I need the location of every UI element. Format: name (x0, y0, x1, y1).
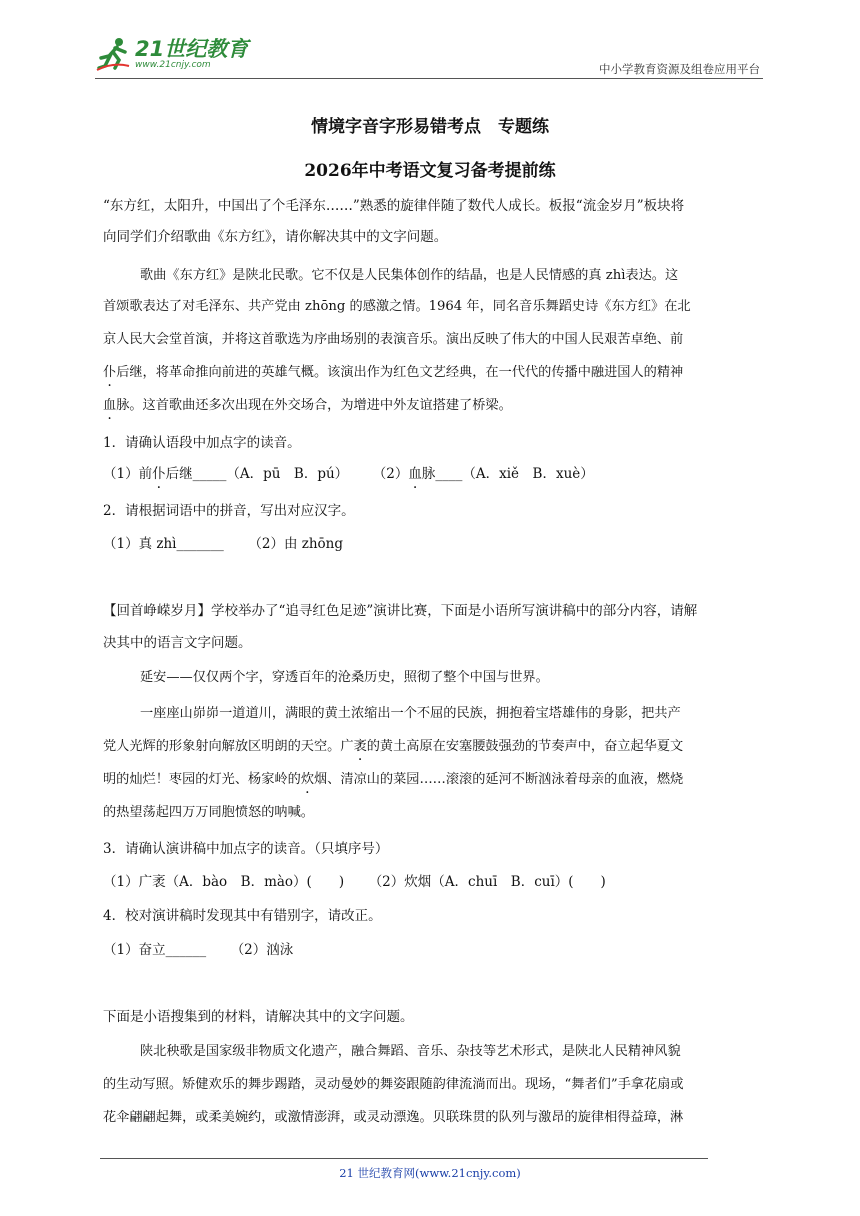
dotted-char: 血 (408, 466, 422, 482)
passage1-line-5: 血脉。这首歌曲还多次出现在外交场合，为增进中外友谊搭建了桥梁。 (103, 398, 512, 413)
page-subtitle: 2026年中考语文复习备考提前练 (304, 161, 556, 181)
question-3-options: （1）广袤（A．bào B．mào）( ) （2）炊烟（A．chuī B．cuī）( ) (103, 874, 606, 890)
page-header (95, 28, 760, 80)
dotted-char: 血 (103, 398, 117, 413)
dotted-char: 袤 (353, 739, 367, 754)
passage1-line-2: 首颂歌表达了对毛泽东、共产党由 zhōng 的感激之情。1964 年，同名音乐舞蹈史诗《东方红》在北 (103, 299, 691, 314)
speech-line-3: 党人光辉的形象射向解放区明朗的天空。广袤的黄土高原在安塞腰鼓强劲的节奏声中，奋立起华夏文 (103, 739, 684, 754)
dotted-char: 仆 (152, 466, 166, 482)
passage1-line-3: 京人民大会堂首演，并将这首歌选为序曲场别的表演音乐。演出反映了伟大的中国人民艰苦卓绝、前 (103, 332, 684, 347)
speech-line-2: 一座座山峁峁一道道川，满眼的黄土浓缩出一个不屈的民族，拥抱着宝塔雄伟的身影，把共产 (140, 706, 681, 721)
section2-line-1: 【回首峥嵘岁月】学校举办了“追寻红色足迹”演讲比赛，下面是小语所写演讲稿中的部分内容，请解 (103, 603, 698, 619)
question-2-options: （1）真 zhì_______ （2）由 zhōng (103, 536, 344, 552)
runner-logo-icon (95, 36, 131, 72)
passage1-line-4: 仆后继，将革命推向前进的英雄气概。该演出作为红色文艺经典，在一代代的传播中融进国人的精神 (103, 365, 684, 380)
question-4-stem: 4．校对演讲稿时发现其中有错别字，请改正。 (103, 908, 382, 924)
dotted-char: 仆 (103, 365, 117, 380)
question-2-stem: 2．请根据词语中的拼音，写出对应汉字。 (103, 503, 355, 519)
passage1-line-1: 歌曲《东方红》是陕北民歌。它不仅是人民集体创作的结晶，也是人民情感的真 zhì表达。这 (140, 268, 679, 283)
intro-line-2: 向同学们介绍歌曲《东方红》，请你解决其中的文字问题。 (103, 229, 448, 245)
speech-line-4: 明的灿烂！枣园的灯光、杨家岭的炊烟、清凉山的菜园……滚滚的延河不断汹泳着母亲的血液，燃烧 (103, 772, 684, 787)
question-1-options: （1）前仆后继_____（A．pū B．pú） （2）血脉____（A．xiě B．xuè） (103, 466, 594, 482)
question-1-stem: 1．请确认语段中加点字的读音。 (103, 435, 301, 451)
intro-line-1: “东方红，太阳升，中国出了个毛泽东……”熟悉的旋律伴随了数代人成长。板报“流金岁月”板块将 (103, 198, 685, 214)
platform-label: 中小学教育资源及组卷应用平台 (599, 62, 760, 76)
dotted-char: 炊 (300, 772, 314, 787)
question-4-options: （1）奋立______ （2）汹泳 (103, 942, 294, 958)
logo-url: www.21cnjy.com (135, 60, 211, 70)
material-line-1: 陕北秧歌是国家级非物质文化遗产，融合舞蹈、音乐、杂技等艺术形式，是陕北人民精神风貌 (140, 1044, 681, 1059)
footer-link[interactable]: 21 世纪教育网(www.21cnjy.com) (339, 1166, 521, 1180)
material-line-3: 花伞翩翩起舞，或柔美婉约，或激情澎湃，或灵动漂逸。贝联珠贯的队列与激昂的旋律相得益璋，淋 (103, 1110, 684, 1125)
logo-text: 21世纪教育 (135, 37, 249, 61)
material-line-2: 的生动写照。矫健欢乐的舞步踢踏，灵动曼妙的舞姿跟随韵律流淌而出。现场，“舞者们”手拿花扇或 (103, 1077, 684, 1092)
speech-line-5: 的热望荡起四万万同胞愤怒的呐喊。 (103, 805, 314, 820)
question-3-stem: 3．请确认演讲稿中加点字的读音。（只填序号） (103, 841, 389, 857)
section3-line-1: 下面是小语搜集到的材料，请解决其中的文字问题。 (103, 1009, 414, 1025)
page-title: 情境字音字形易错考点 专题练 (311, 117, 549, 137)
section2-line-2: 决其中的语言文字问题。 (103, 635, 252, 651)
header-divider (95, 78, 763, 79)
footer-divider (100, 1158, 708, 1159)
speech-line-1: 延安——仅仅两个字，穿透百年的沧桑历史，照彻了整个中国与世界。 (140, 670, 549, 685)
site-logo[interactable] (95, 36, 248, 72)
